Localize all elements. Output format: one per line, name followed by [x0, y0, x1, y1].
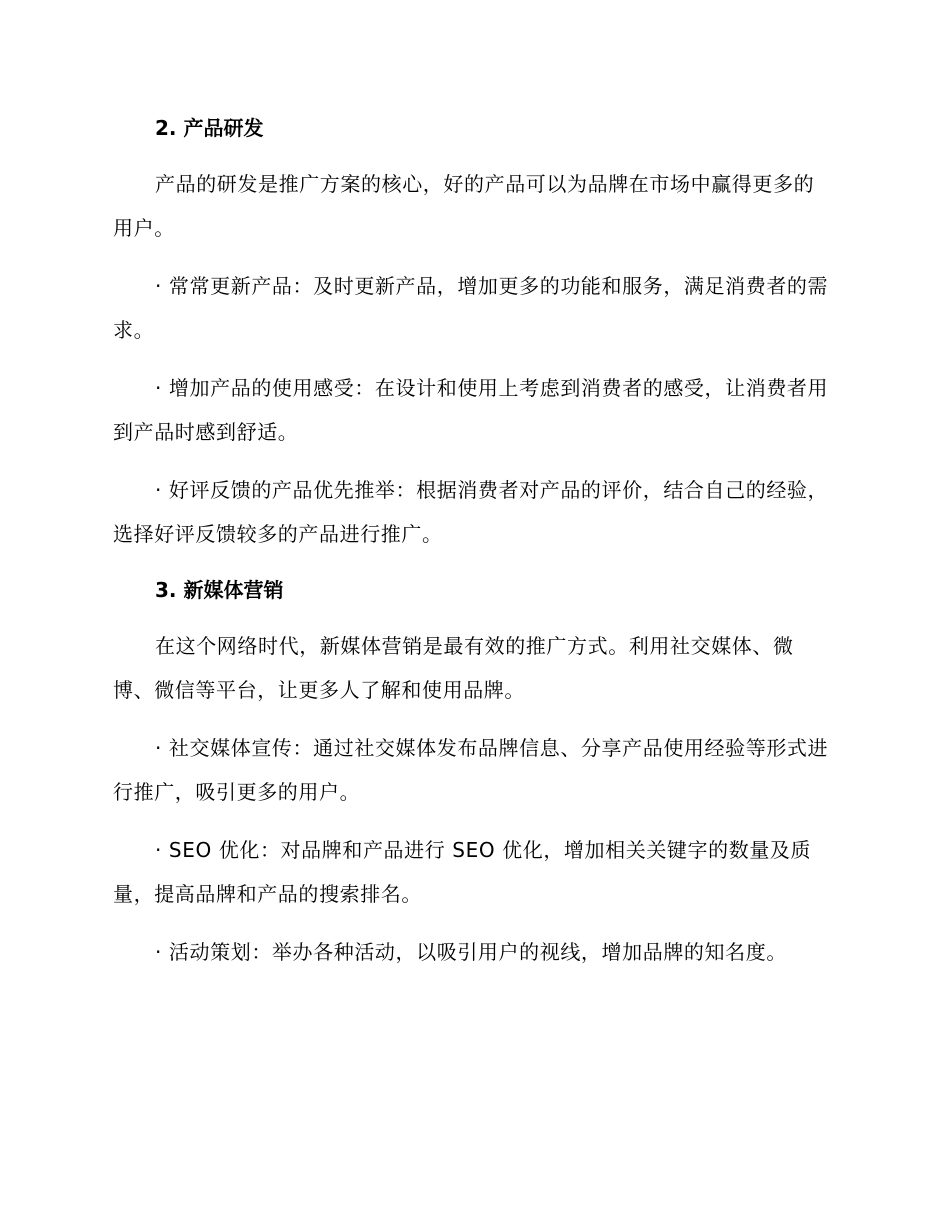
document-content: [113, 108, 833, 974]
bullet-item: · 活动策划：举办各种活动，以吸引用户的视线，增加品牌的知名度。: [155, 940, 787, 964]
bullet-item: · 常常更新产品：及时更新产品，增加更多的功能和服务，满足消费者的需求。: [113, 274, 829, 342]
section-heading-new-media-marketing: 3. 新媒体营销: [155, 578, 284, 602]
bullet-item: · 社交媒体宣传：通过社交媒体发布品牌信息、分享产品使用经验等形式进行推广，吸引更多的用户。: [113, 736, 829, 804]
bullet-item: · 增加产品的使用感受：在设计和使用上考虑到消费者的感受，让消费者用到产品时感到舒适。: [113, 376, 829, 444]
section-intro-product-rnd: 产品的研发是推广方案的核心，好的产品可以为品牌在市场中赢得更多的用户。: [113, 172, 815, 240]
section-heading-product-rnd: 2. 产品研发: [155, 116, 264, 140]
bullet-item: · SEO 优化：对品牌和产品进行 SEO 优化，增加相关关键字的数量及质量，提高品牌和产品的搜索排名。: [113, 838, 812, 906]
section-intro-new-media-marketing: 在这个网络时代，新媒体营销是最有效的推广方式。利用社交媒体、微博、微信等平台，让更多人了解和使用品牌。: [113, 634, 794, 702]
bullet-item: · 好评反馈的产品优先推举：根据消费者对产品的评价，结合自己的经验，选择好评反馈较多的产品进行推广。: [113, 478, 829, 546]
